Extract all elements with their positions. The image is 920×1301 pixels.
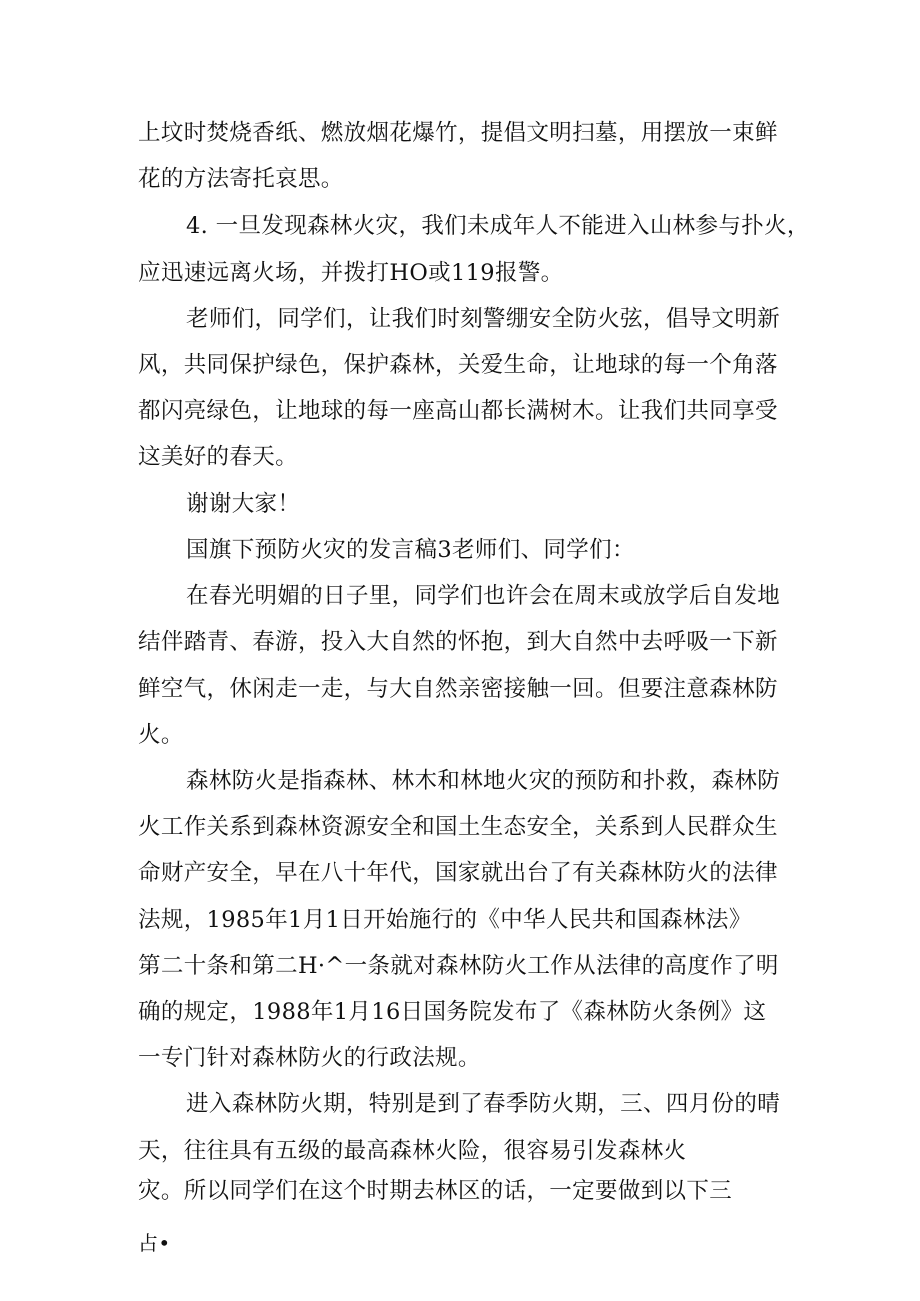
- text-line-23: 天，往往具有五级的最高森林火险，很容易引发森林火: [138, 1138, 687, 1164]
- text-line-16: 火工作关系到森林资源安全和国土生态安全，关系到人民群众生: [138, 814, 778, 840]
- text-line-12: 结伴踏青、春游，投入大自然的怀抱，到大自然中去呼吸一下新: [138, 629, 778, 655]
- text-line-10: 国旗下预防火灾的发言稿3老师们、同学们：: [186, 537, 635, 563]
- text-line-24: 灾。所以同学们在这个时期去林区的话，一定要做到以下三: [138, 1178, 733, 1204]
- text-line-20: 确的规定，1988年1月16日国务院发布了《森林防火条例》这: [138, 999, 767, 1025]
- text-line-8: 这美好的春天。: [138, 444, 298, 470]
- text-line-17: 命财产安全，早在八十年代，国家就出台了有关森林防火的法律: [138, 860, 778, 886]
- text-line-11: 在春光明媚的日子里，同学们也许会在周末或放学后自发地: [186, 583, 781, 609]
- text-line-3: 4. 一旦发现森林火灾，我们未成年人不能进入山林参与扑火，: [186, 213, 810, 239]
- text-line-5: 老师们，同学们，让我们时刻警绷安全防火弦，倡导文明新: [186, 306, 781, 332]
- text-line-15: 森林防火是指森林、林木和林地火灾的预防和扑救，森林防: [186, 768, 781, 794]
- text-line-2: 花的方法寄托哀思。: [138, 166, 344, 192]
- text-line-19: 第二十条和第二H·^一条就对森林防火工作从法律的高度作了明: [138, 953, 779, 979]
- text-line-22: 进入森林防火期，特别是到了春季防火期，三、四月份的晴: [186, 1091, 781, 1117]
- text-line-4: 应迅速远离火场，并拨打HO或119报警。: [138, 260, 564, 286]
- text-line-7: 都闪亮绿色，让地球的每一座高山都长满树木。让我们共同享受: [138, 398, 778, 424]
- text-line-21: 一专门针对森林防火的行政法规。: [138, 1045, 481, 1071]
- text-line-14: 火。: [138, 722, 184, 748]
- text-line-25: 占•: [138, 1231, 171, 1255]
- text-line-9: 谢谢大家！: [186, 491, 301, 517]
- text-line-6: 风，共同保护绿色，保护森林，关爱生命，让地球的每一个角落: [138, 352, 778, 378]
- text-line-18: 法规，1985年1月1日开始施行的《中华人民共和国森林法》: [138, 907, 752, 933]
- text-line-13: 鲜空气，休闲走一走，与大自然亲密接触一回。但要注意森林防: [138, 676, 778, 702]
- text-line-1: 上坟时焚烧香纸、燃放烟花爆竹，提倡文明扫墓，用摆放一束鲜: [138, 120, 778, 146]
